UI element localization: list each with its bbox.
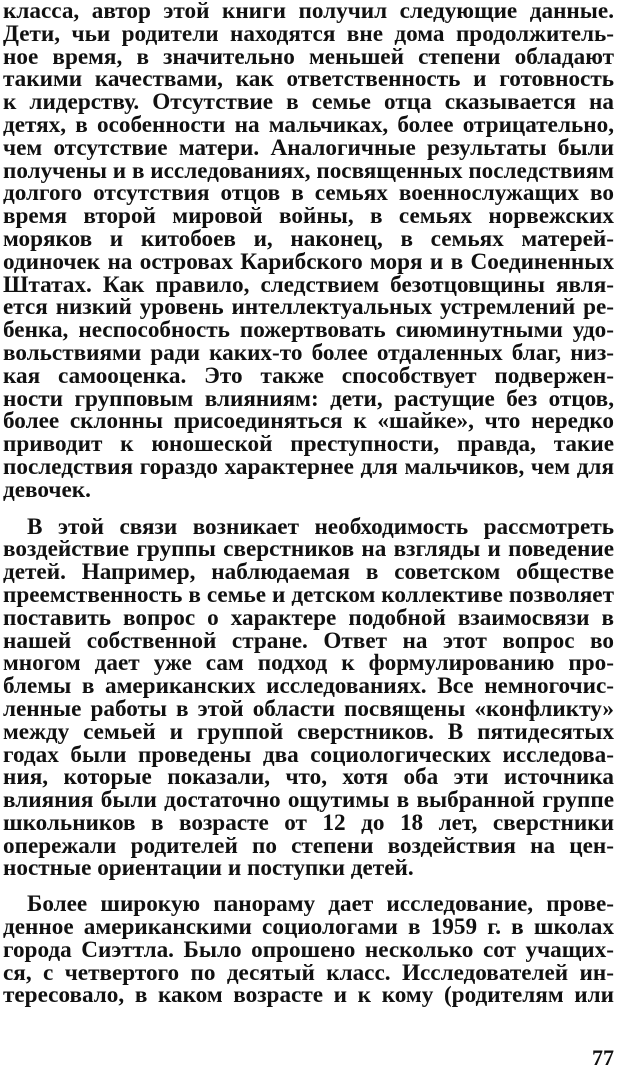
text-line: влияния были достаточно ощутимы в выбранной группе [3,787,614,814]
text-line: ется низкий уровень интеллектуальных устремлений ре- [3,294,614,321]
paragraph-1 [3,0,614,502]
text-line: ностные ориентации и поступки детей. [3,855,414,882]
text-line: ности групповым влияниям: дети, растущие без отцов, [3,385,614,412]
text-line: Дети, чьи родители находятся вне дома продолжитель- [3,20,614,47]
text-line: преемственность в семье и детском коллективе позволяет [3,581,614,608]
text-line: к лидерству. Отсутствие в семье отца сказывается на [3,89,614,116]
text-line: нашей собственной стране. Ответ на этот вопрос во [3,627,614,654]
text-line: вольствиями ради каких-то более отдаленных благ, низ- [3,339,614,366]
paragraph-3 [3,893,614,1007]
text-line: класса, автор этой книги получил следующие данные. [3,0,614,24]
text-line: детях, в особенности на мальчиках, более отрицательно, [3,111,614,138]
text-line: получены и в исследованиях, посвященных последствиям [3,157,614,184]
text-line: ния, которые показали, что, хотя оба эти источника [3,764,614,791]
text-line: девочек. [3,476,91,503]
text-line: опережали родителей по степени воздействия на цен- [3,832,614,859]
page-number: 77 [592,1045,614,1070]
text-line: поставить вопрос о характере подобной взаимосвязи в [3,604,614,631]
text-line: такими качествами, как ответственность и готовность [3,66,614,93]
text-line: одиночек на островах Карибского моря и в Соединенных [3,248,614,275]
text-line: время второй мировой войны, в семьях норвежских [3,203,614,230]
text-line: денное американскими социологами в 1959 г. в школах [3,914,614,941]
text-line: города Сиэттла. Было опрошено несколько сот учащих- [3,936,614,963]
book-page [3,0,614,1077]
text-line: многом дает уже сам подход к формулированию про- [3,650,614,677]
text-line: Более широкую панораму дает исследование, прове- [27,891,614,918]
text-line: блемы в американских исследованиях. Все немногочис- [3,673,614,700]
text-line: долгого отсутствия отцов в семьях военнослужащих во [3,180,614,207]
text-line: более склонны присоединяться к «шайке», что нередко [3,408,614,435]
text-line: детей. Например, наблюдаемая в советском обществе [3,559,614,586]
text-line: тересовало, в каком возрасте и к кому (родителям или [3,982,614,1009]
text-line: ное время, в значительно меньшей степени обладают [3,43,614,70]
text-line: школьников в возрасте от 12 до 18 лет, сверстники [3,809,614,836]
text-line: приводит к юношеской преступности, правда, такие [3,431,614,458]
text-line: последствия гораздо характернее для мальчиков, чем для [3,453,614,480]
text-line: годах были проведены два социологических исследова- [3,741,614,768]
text-line: между семьей и группой сверстников. В пятидесятых [3,718,614,745]
text-line: Штатах. Как правило, следствием безотцовщины явля- [3,271,614,298]
text-line: В этой связи возникает необходимость рассмотреть [27,513,614,540]
text-line: ся, с четвертого по десятый класс. Исследователей ин- [3,959,614,986]
text-line: моряков и китобоев и, наконец, в семьях матерей- [3,225,614,252]
paragraph-2 [3,513,614,882]
text-line: чем отсутствие матери. Аналогичные результаты были [3,134,614,161]
text-line: воздействие группы сверстников на взгляды и поведение [3,536,614,563]
text-line: ленные работы в этой области посвящены «конфликту» [3,695,614,722]
text-line: кая самооценка. Это также способствует подвержен- [3,362,614,389]
text-line: бенка, неспособность пожертвовать сиюминутными удо- [3,317,614,344]
